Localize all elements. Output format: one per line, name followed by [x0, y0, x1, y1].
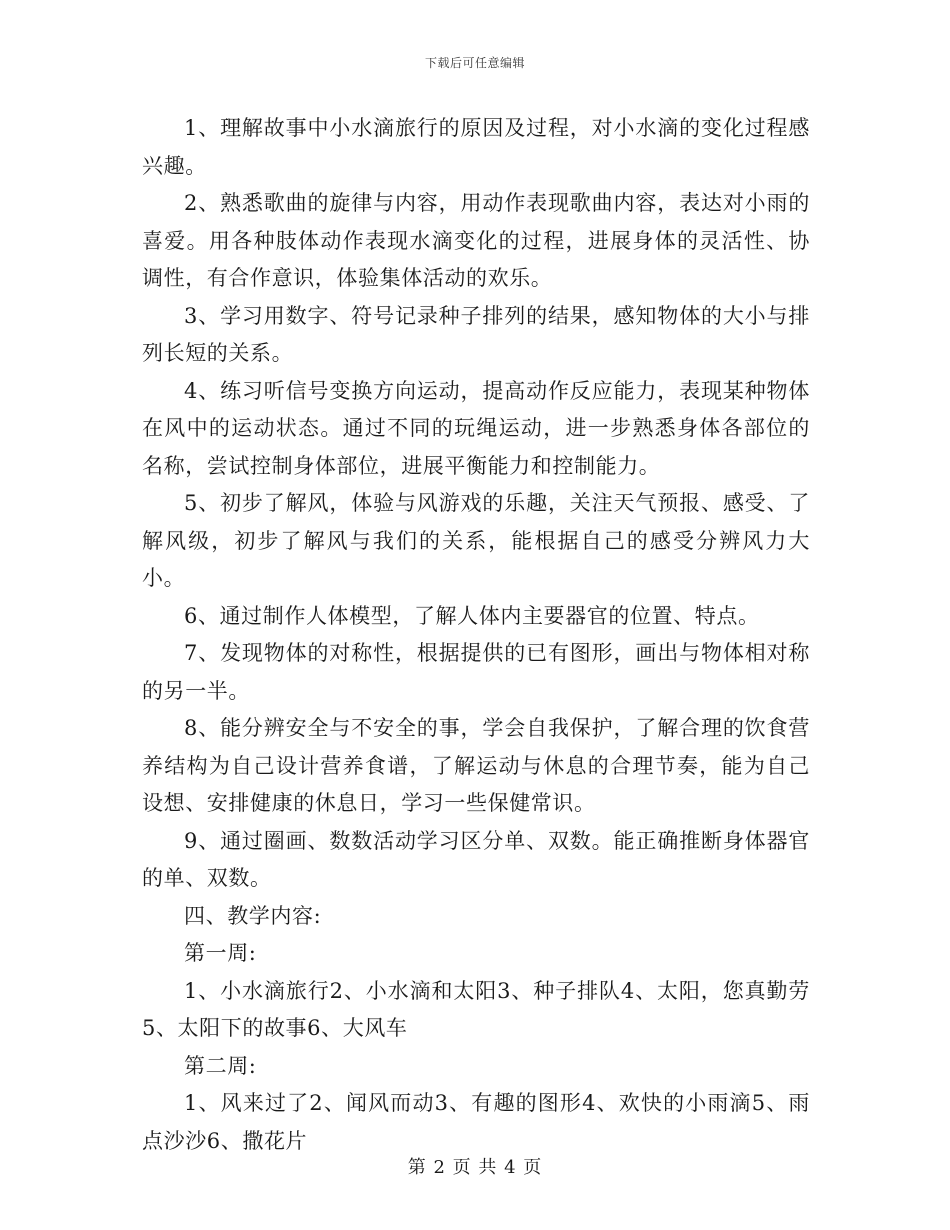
week-2-heading: 第二周:	[184, 1053, 257, 1078]
section-heading-teaching-content: 四、教学内容:	[184, 903, 322, 928]
objective-6: 6、通过制作人体模型，了解人体内主要器官的位置、特点。	[184, 603, 760, 628]
week-1-lessons: 1、小水滴旅行2、小水滴和太阳3、种子排队4、太阳，您真勤劳5、太阳下的故事6、大风车	[142, 978, 810, 1040]
objective-4: 4、练习听信号变换方向运动，提高动作反应能力，表现某种物体在风中的运动状态。通过不同的玩绳运动，进一步熟悉身体各部位的名称，尝试控制身体部位，进展平衡能力和控制能力。	[142, 378, 810, 478]
objective-3: 3、学习用数字、符号记录种子排列的结果，感知物体的大小与排列长短的关系。	[142, 303, 810, 365]
document-body	[142, 110, 810, 1160]
objective-1: 1、理解故事中小水滴旅行的原因及过程，对小水滴的变化过程感兴趣。	[142, 116, 810, 178]
objective-2: 2、熟悉歌曲的旋律与内容，用动作表现歌曲内容，表达对小雨的喜爱。用各种肢体动作表现水滴变化的过程，进展身体的灵活性、协调性，有合作意识，体验集体活动的欢乐。	[142, 191, 810, 290]
objective-5: 5、初步了解风，体验与风游戏的乐趣，关注天气预报、感受、了解风级，初步了解风与我们的关系，能根据自己的感受分辨风力大小。	[142, 491, 810, 590]
page-number: 第 2 页 共 4 页	[407, 1157, 543, 1178]
objective-7: 7、发现物体的对称性，根据提供的已有图形，画出与物体相对称的另一半。	[142, 641, 810, 703]
week-2-lessons: 1、风来过了2、闻风而动3、有趣的图形4、欢快的小雨滴5、雨点沙沙6、撒花片	[142, 1091, 810, 1153]
page-header: 下载后可任意编辑	[424, 56, 525, 70]
objective-9: 9、通过圈画、数数活动学习区分单、双数。能正确推断身体器官的单、双数。	[142, 828, 810, 890]
week-1-heading: 第一周:	[184, 941, 257, 965]
objective-8: 8、能分辨安全与不安全的事，学会自我保护，了解合理的饮食营养结构为自己设计营养食谱，了解运动与休息的合理节奏，能为自己设想、安排健康的休息日，学习一些保健常识。	[142, 716, 810, 815]
